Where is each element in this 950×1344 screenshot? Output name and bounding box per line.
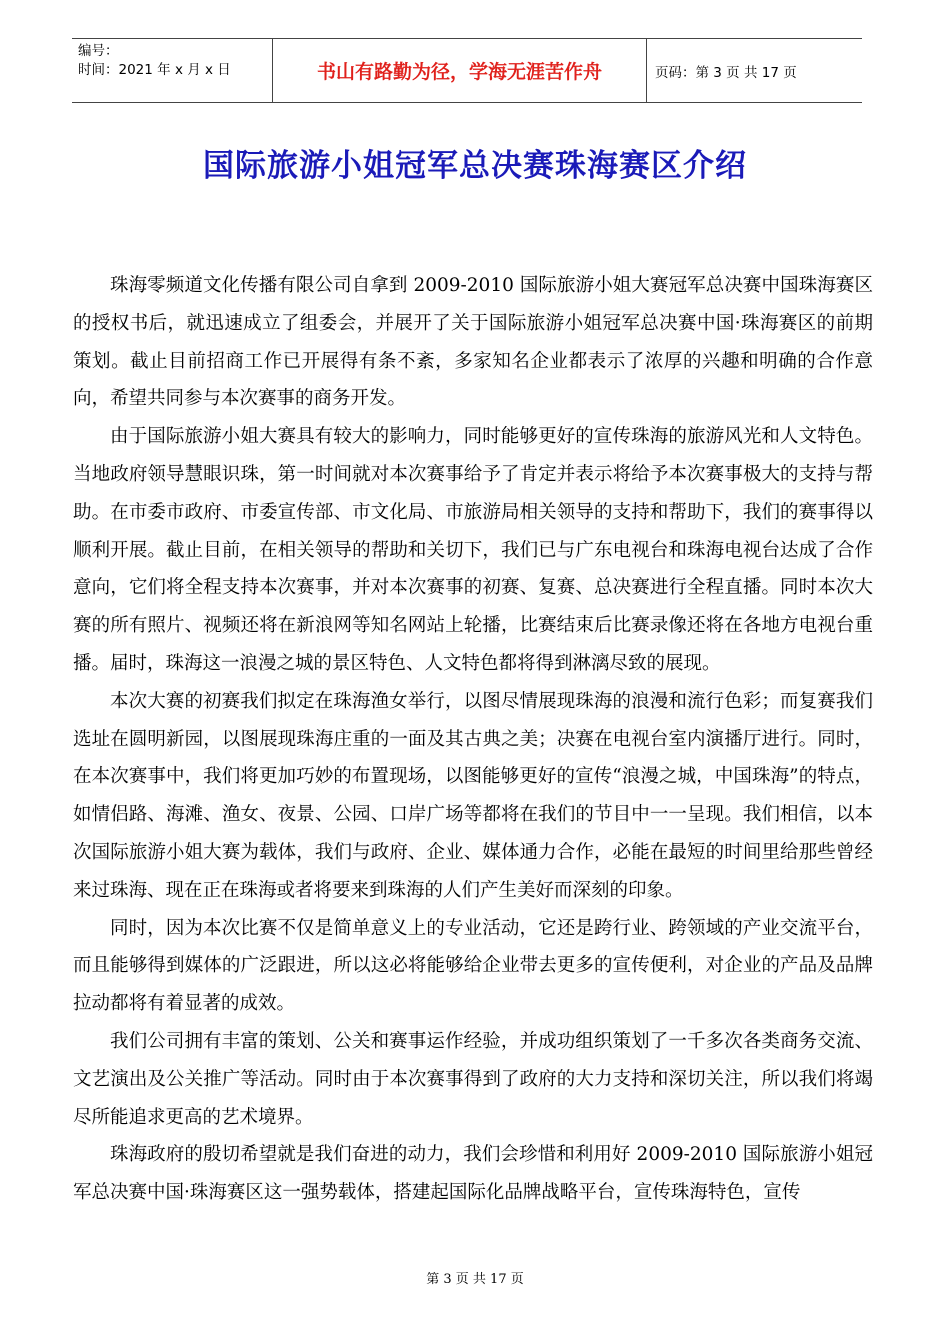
paragraph: 珠海政府的殷切希望就是我们奋进的动力，我们会珍惜和利用好 2009-2010 国际旅游小姐冠军总决赛中国·珠海赛区这一强势载体，搭建起国际化品牌战略平台，宣传珠海特色，宣传 [73, 1144, 873, 1204]
paragraph: 我们公司拥有丰富的策划、公关和赛事运作经验，并成功组织策划了一千多次各类商务交流、文艺演出及公关推广等活动。同时由于本次赛事得到了政府的大力支持和深切关注，所以我们将竭尽所能追求更高的艺术境界。 [73, 1030, 873, 1128]
document-body [73, 267, 873, 1212]
header-meta [72, 39, 272, 102]
number-label: 编号： [78, 43, 119, 59]
paragraph: 同时，因为本次比赛不仅是简单意义上的专业活动，它还是跨行业、跨领域的产业交流平台，而且能够得到媒体的广泛跟进，所以这必将能够给企业带去更多的宣传便利，对企业的产品及品牌拉动都将有着显著的成效。 [73, 917, 873, 1015]
header-motto: 书山有路勤为径，学海无涯苦作舟 [272, 39, 647, 102]
page-footer: 第 3 页 共 17 页 [426, 1272, 524, 1287]
header-page-label: 页码：第 3 页 共 17 页 [655, 64, 797, 81]
time-label: 时间：2021 年 x 月 x 日 [78, 62, 231, 78]
paragraph: 本次大赛的初赛我们拟定在珠海渔女举行，以图尽情展现珠海的浪漫和流行色彩；而复赛我们选址在圆明新园，以图展现珠海庄重的一面及其古典之美；决赛在电视台室内演播厅进行。同时，在本次赛事中，我们将更加巧妙的布置现场，以图能够更好的宣传“浪漫之城，中国珠海”的特点，如情侣路、海滩、渔女、夜景、公园、口岸广场等都将在我们的节目中一一呈现。我们相信，以本次国际旅游小姐大赛为载体，我们与政府、企业、媒体通力合作，必能在最短的时间里给那些曾经来过珠海、现在正在珠海或者将要来到珠海的人们产生美好而深刻的印象。 [73, 690, 873, 901]
paragraph: 由于国际旅游小姐大赛具有较大的影响力，同时能够更好的宣传珠海的旅游风光和人文特色。当地政府领导慧眼识珠，第一时间就对本次赛事给予了肯定并表示将给予本次赛事极大的支持与帮助。在市委市政府、市委宣传部、市文化局、市旅游局相关领导的支持和帮助下，我们的赛事得以顺利开展。截止目前，在相关领导的帮助和关切下，我们已与广东电视台和珠海电视台达成了合作意向，它们将全程支持本次赛事，并对本次赛事的初赛、复赛、总决赛进行全程直播。同时本次大赛的所有照片、视频还将在新浪网等知名网站上轮播，比赛结束后比赛录像还将在各地方电视台重播。届时，珠海这一浪漫之城的景区特色、人文特色都将得到淋漓尽致的展现。 [73, 426, 873, 674]
paragraph: 珠海零频道文化传播有限公司自拿到 2009-2010 国际旅游小姐大赛冠军总决赛中国珠海赛区的授权书后，就迅速成立了组委会，并展开了关于国际旅游小姐冠军总决赛中国·珠海赛区的前期策划。截止目前招商工作已开展得有条不紊，多家知名企业都表示了浓厚的兴趣和明确的合作意向，希望共同参与本次赛事的商务开发。 [73, 275, 873, 410]
document-title: 国际旅游小姐冠军总决赛珠海赛区介绍 [203, 148, 747, 184]
page-header [72, 38, 862, 103]
